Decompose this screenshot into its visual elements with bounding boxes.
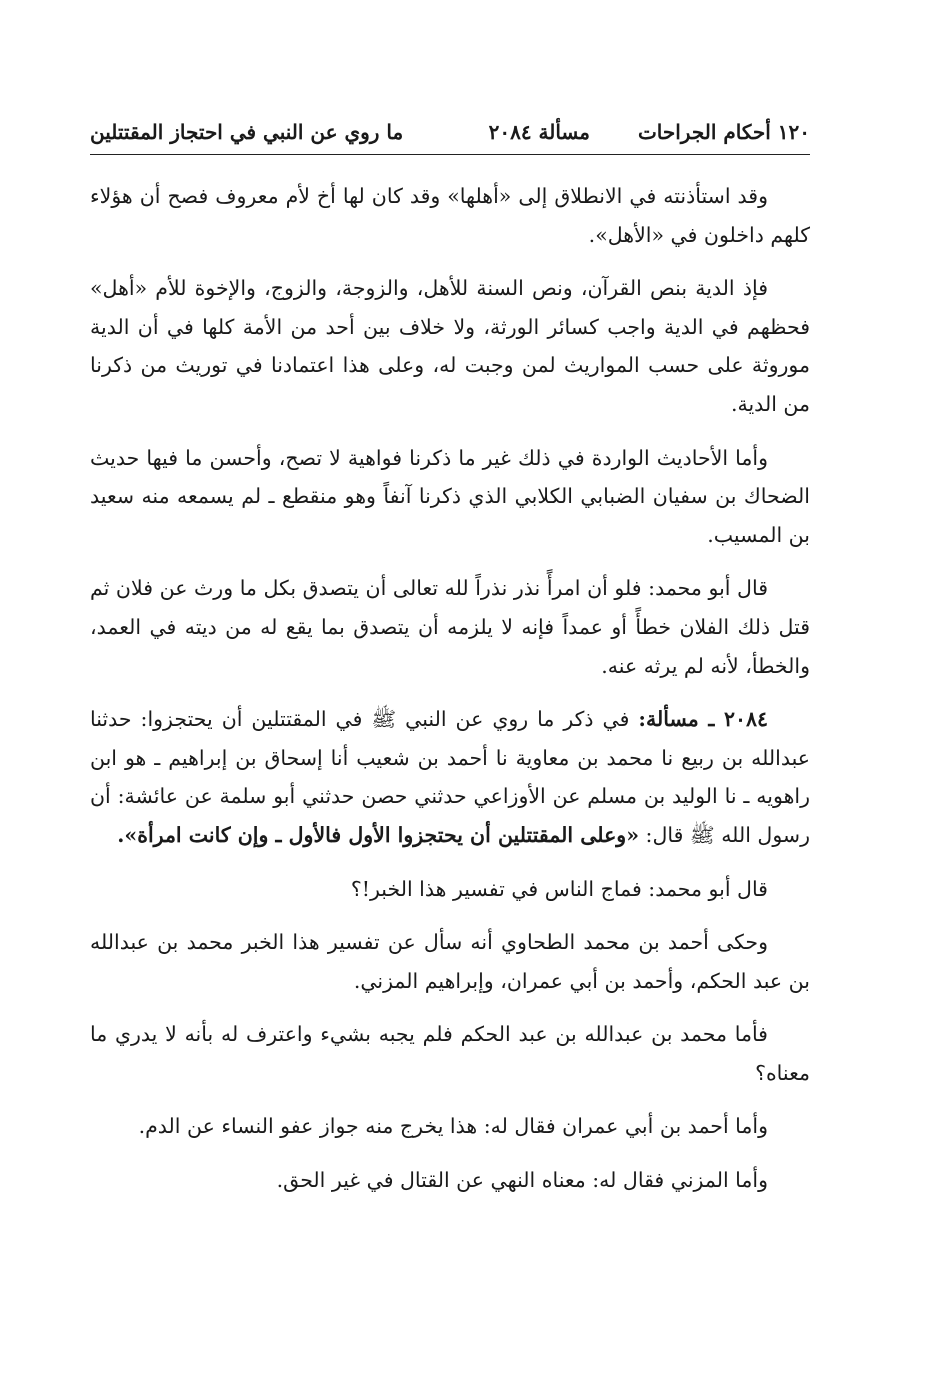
paragraph: وحكى أحمد بن محمد الطحاوي أنه سأل عن تفسير هذا الخبر محمد بن عبدالله بن عبد الحكم، وأحمد بن أبي عمران، وإبراهيم المزني. (90, 930, 810, 993)
paragraph: قال أبو محمد: فلو أن امرأً نذر نذراً لله تعالى أن يتصدق بكل ما ورث عن فلان ثم قتل ذلك الفلان خطأً أو عمداً فإنه لا يلزمه أن يتصدق بما يقع له من ديته في العمد، والخطأ، لأنه لم يرثه عنه. (90, 576, 810, 678)
running-header (90, 118, 810, 155)
paragraph: فأما محمد بن عبدالله بن عبد الحكم فلم يجبه بشيء واعترف له بأنه لا يدري ما معناه؟ (90, 1022, 810, 1085)
issue-paragraph (90, 700, 810, 854)
hadith-quote: «وعلى المقتتلين أن يحتجزوا الأول فالأول ـ وإن كانت امرأة». (117, 822, 640, 847)
paragraph: وقد استأذنته في الانطلاق إلى «أهلها» وقد كان لها أخ لأم معروف فصح أن هؤلاء كلهم داخلون في «الأهل». (90, 184, 810, 247)
paragraph: وأما أحمد بن أبي عمران فقال له: هذا يخرج منه جواز عفو النساء عن الدم. (138, 1114, 768, 1139)
issue-number: مسألة ٢٠٨٤ (488, 120, 590, 144)
page-number-and-book-title: ١٢٠ أحكام الجراحات (637, 120, 810, 144)
issue-text: في ذكر ما روي عن النبي ﷺ في المقتتلين أن يحتجزوا: حدثنا عبدالله بن ربيع نا محمد بن معاوية نا أحمد بن شعيب أنا إسحاق بن إبراهيم ـ هو ابن راهويه ـ نا الوليد بن مسلم عن الأوزاعي حدثني حصن حدثني أبو سلمة عن عائشة: أن رسول الله ﷺ قال: (90, 707, 810, 847)
page-body (90, 177, 810, 1200)
book-page (90, 118, 810, 1200)
section-topic: ما روي عن النبي في احتجاز المقتتلين (90, 120, 404, 144)
paragraph: وأما المزني فقال له: معناه النهي عن القتال في غير الحق. (276, 1168, 768, 1193)
paragraph: وأما الأحاديث الواردة في ذلك غير ما ذكرنا فواهية لا تصح، وأحسن ما فيها حديث الضحاك بن سفيان الضبابي الكلابي الذي ذكرنا آنفاً وهو منقطع ـ لم يسمعه منه سعيد بن المسيب. (90, 445, 810, 547)
issue-heading: ٢٠٨٤ ـ مسألة: (638, 707, 768, 732)
paragraph: قال أبو محمد: فماج الناس في تفسير هذا الخبر!؟ (350, 876, 768, 901)
paragraph: فإذ الدية بنص القرآن، ونص السنة للأهل، والزوجة، والزوج، والإخوة للأم «أهل» فحظهم في الدية واجب كسائر الورثة، ولا خلاف بين أحد من الأمة كلها في أن الدية موروثة على حسب المواريث لمن وجبت له، وعلى هذا اعتمادنا في توريث من ذكرنا من الدية. (90, 276, 810, 416)
